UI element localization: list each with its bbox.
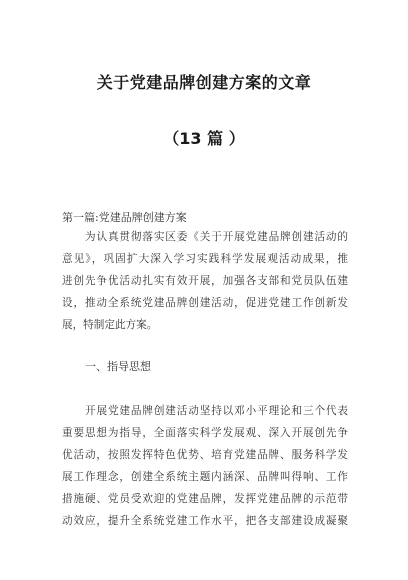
paragraph-line: 开展党建品牌创建活动坚持以邓小平理论和三个代表 (85, 405, 348, 417)
paragraph-line: 优活动，按照发挥特色优势、培育党建品牌、服务科学发 (62, 449, 348, 461)
paragraph-line: 设，推动全系统党建品牌创建活动，促进党建工作创新发 (62, 297, 348, 309)
paragraph-line: 动效应，提升全系统党建工作水平，把各支部建设成凝聚 (62, 515, 348, 527)
paragraph-line: 进创先争优活动扎实有效开展，加强各支部和党员队伍建 (62, 275, 348, 287)
paragraph-line: 展工作理念，创建全系统主题内涵深、品牌叫得响、工作 (62, 471, 348, 483)
paragraph-2 (62, 400, 348, 532)
document-subtitle: （13 篇 ） (163, 129, 245, 148)
paragraph-line: 措施硬、党员受欢迎的党建品牌，发挥党建品牌的示范带 (62, 493, 348, 505)
document-title: 关于党建品牌创建方案的文章 (96, 73, 312, 92)
paragraph-line: 展，特制定此方案。 (62, 319, 158, 331)
paragraph-line: 意见》，巩固扩大深入学习实践科学发展观活动成果，推 (62, 253, 348, 265)
section-label: 第一篇:党建品牌创建方案 (62, 211, 187, 224)
paragraph-line: 为认真贯彻落实区委《关于开展党建品牌创建活动的 (85, 231, 348, 243)
paragraph-line: 重要思想为指导，全面落实科学发展观、深入开展创先争 (62, 427, 348, 439)
section-heading: 一、指导思想 (85, 360, 151, 373)
paragraph-1 (62, 226, 348, 336)
